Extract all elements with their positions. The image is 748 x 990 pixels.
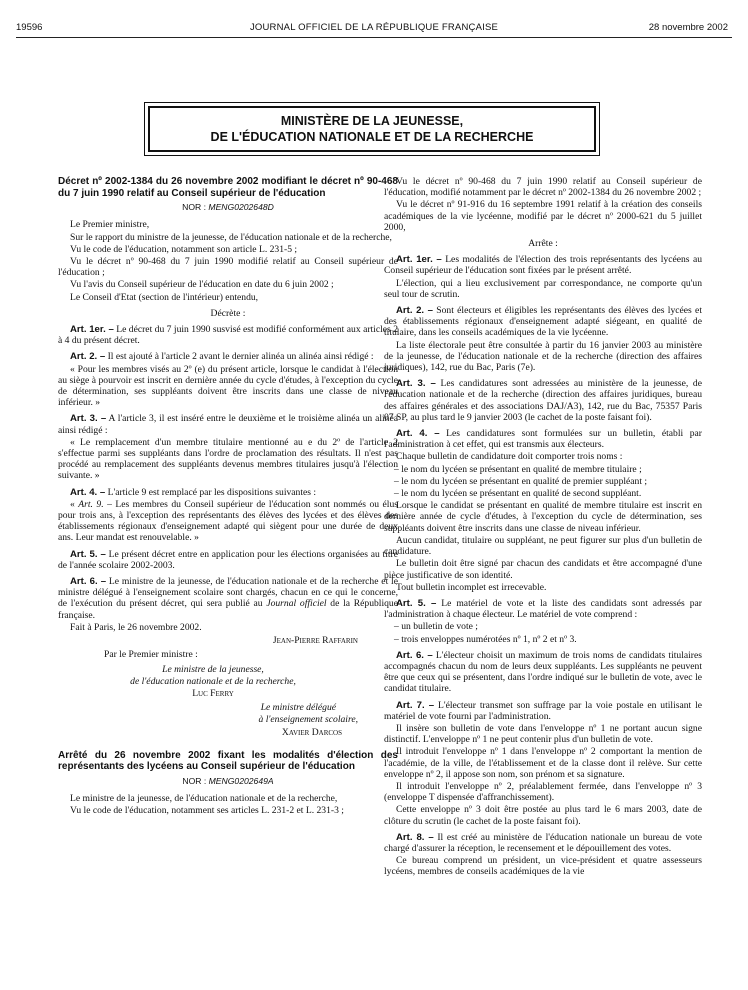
issue-date: 28 novembre 2002 (648, 22, 728, 33)
arrete-article-4-item-1: – le nom du lycéen se présentant en qualité de membre titulaire ; (394, 463, 642, 475)
decret-intro-3: Vu le décret nº 90-468 du 7 juin 1990 modifié relatif au Conseil supérieur de l'éducation ; (58, 256, 398, 279)
right-column (384, 176, 702, 879)
arrete-intro-2: Vu le code de l'éducation, notamment ses articles L. 231-2 et L. 231-3 ; (70, 805, 344, 817)
minister-1-line-1: Le ministre de la jeunesse, (162, 663, 264, 675)
arrete-vu-2: Vu le décret nº 91-916 du 16 septembre 1991 relatif à la création des conseils académiques de la vie lycéenne, modifié par le décret nº 2000-621 du 5 juillet 2000, (384, 199, 702, 233)
arrete-article-4-p6: Tout bulletin incomplet est irrecevable. (396, 581, 547, 593)
arrete-nor-code: MENG0202649A (208, 775, 274, 786)
decret-title: Décret nº 2002-1384 du 26 novembre 2002 modifiant le décret nº 90-468 du 7 juin 1990 relatif au Conseil supérieur de l'éducation (58, 176, 398, 199)
arrete-article-7-p5: Cette enveloppe nº 3 doit être postée au plus tard le 6 mars 2003, date de clôture du scrutin (le cachet de la poste faisant foi). (384, 804, 702, 827)
arrete-article-1-p2: L'élection, qui a lieu exclusivement par correspondance, ne comporte qu'un seul tour de scrutin. (384, 277, 702, 300)
decret-article-5: Art. 5. – Le présent décret entre en application pour les élections organisées au titre de l'année scolaire 2002-2003. (58, 548, 398, 571)
minister-2-line-1: Le ministre délégué (260, 702, 336, 714)
arrete-article-1: Art. 1er. – Les modalités de l'élection des trois représentants des lycéens au Conseil supérieur de l'éducation sont fixées par le présent arrêté. (384, 254, 702, 277)
arrete-article-4-p3: Lorsque le candidat se présentant en qualité de membre titulaire est inscrit en dernière année de cycle d'études, à l'exception du cycle de détermination, ses suppléants doivent être inscrits dans une classe de niveau inférieur. (384, 500, 702, 534)
decret-nor-code: MENG0202648D (208, 202, 274, 213)
arrete-article-4-item-2: – le nom du lycéen se présentant en qualité de premier suppléant ; (394, 475, 648, 487)
decret-article-3: Art. 3. – A l'article 3, il est inséré entre le deuxième et le troisième alinéa un alinéa ainsi rédigé : (58, 413, 398, 436)
arrete-nor: NOR : MENG0202649A (182, 775, 274, 786)
minister-1-line-2: de l'éducation nationale et de la recherche, (130, 675, 296, 687)
ministry-line-2: DE L'ÉDUCATION NATIONALE ET DE LA RECHERCHE (210, 130, 534, 144)
arrete-intro-1: Le ministre de la jeunesse, de l'éducation nationale et de la recherche, (70, 793, 338, 805)
arrete-vu-1: Vu le décret nº 90-468 du 7 juin 1990 relatif au Conseil supérieur de l'éducation, modifié notamment par le décret nº 2002-1384 du 26 novembre 2002 ; (384, 176, 702, 199)
arrete-article-7: Art. 7. – L'électeur transmet son suffrage par la voie postale en utilisant le matériel de vote fourni par l'administration. (384, 699, 702, 722)
arrete-article-2-p2: La liste électorale peut être consultée à partir du 16 janvier 2003 au ministère de la jeunesse, de l'éducation nationale et de la recherche (direction des affaires juridiques), 142, rue du Bac, Paris (7e). (384, 339, 702, 374)
arrete-article-7-p2: Il insère son bulletin de vote dans l'enveloppe nº 1 ne portant aucun signe distinctif. L'enveloppe nº 1 ne peut contenir plus d'un bulletin de vote. (384, 722, 702, 746)
arrete-article-3: Art. 3. – Les candidatures sont adressées au ministère de la jeunesse, de l'éducation nationale et de la recherche (direction des affaires juridiques, bureau des affaires générales et des associations DAJ/A3), 142, rue du Bac, 75357 Paris 07 SP, au plus tard le 9 janvier 2003 (le cachet de la poste faisant foi). (384, 378, 702, 423)
arrete-article-6: Art. 6. – L'électeur choisit un maximum de trois noms de candidats titulaires accompagnés chacun du nom de leurs deux suppléants. Les suppléants ne peuvent être que ceux qui se présentent, dans l'ordre indiqué sur le bulletin de vote, avec le candidat titulaire. (384, 649, 702, 695)
arrete-article-4: Art. 4. – Les candidatures sont formulées sur un bulletin, établi par l'administration à cet effet, qui est transmis aux électeurs. (384, 428, 702, 451)
decret-article-2: Art. 2. – Il est ajouté à l'article 2 avant le dernier alinéa un alinéa ainsi rédigé : (70, 351, 374, 363)
decret-article-4-quote: « Art. 9. – Les membres du Conseil supérieur de l'éducation sont nommés ou élus pour trois ans, à l'exception des représentants des élèves des lycées et des élèves des établissements régionaux d'enseignement adapté qui siègent pour une durée de deux ans. Leur mandat est renouvelable. » (58, 498, 398, 544)
journal-title: JOURNAL OFFICIEL DE LA RÉPUBLIQUE FRANÇAISE (249, 22, 499, 33)
page-header (0, 22, 748, 36)
decret-article-2-quote: « Pour les membres visés au 2º (e) du présent article, lorsque le candidat à l'élection au siège à pourvoir est inscrit en dernière année du cycle d'études, à l'exception du cycle de détermination, ses suppléants doivent être inscrits dans une classe de niveau inférieur. » (58, 363, 398, 409)
ministry-line-1: MINISTÈRE DE LA JEUNESSE, (280, 114, 464, 128)
fait-a-paris: Fait à Paris, le 26 novembre 2002. (70, 621, 202, 633)
signatory-pm: Jean-Pierre Raffarin (272, 635, 358, 647)
decret-article-3-quote: « Le remplacement d'un membre titulaire mentionné au e du 2º de l'article 2 s'effectue parmi ses suppléants dans l'ordre de proclamation des résultats. Il n'est pas procédé au remplacement des suppléants devenus membres titulaires jusqu'à l'élection suivante. » (58, 436, 398, 482)
minister-1-name: Luc Ferry (192, 687, 234, 699)
decret-intro-1: Sur le rapport du ministre de la jeunesse, de l'éducation nationale et de la recherche, (70, 231, 392, 243)
arrete-article-7-p3: Il introduit l'enveloppe nº 1 dans l'enveloppe nº 2 comportant la mention de l'académie, de la ville, de l'établissement et de la classe dont il relève. Sur cette enveloppe nº 2, il appose son nom, son prénom et sa signature. (384, 746, 702, 780)
minister-2-line-2: à l'enseignement scolaire, (258, 714, 358, 726)
decret-nor: NOR : MENG0202648D (182, 202, 274, 213)
decret-article-4: Art. 4. – L'article 9 est remplacé par les dispositions suivantes : (70, 486, 317, 498)
decret-intro-0: Le Premier ministre, (70, 219, 150, 231)
par-premier-ministre: Par le Premier ministre : (104, 649, 198, 661)
left-column (58, 176, 398, 818)
arrete-article-2: Art. 2. – Sont électeurs et éligibles les représentants des élèves des lycées et des établissements régionaux d'enseignement adapté siégeant, en qualité de titulaire, dans les conseils académiques de la vie lycéenne. (384, 305, 702, 339)
arrete-article-4-p5: Le bulletin doit être signé par chacun des candidats et être accompagné d'une pièce justificative de son identité. (384, 558, 702, 581)
arrete-article-5-item-1: – un bulletin de vote ; (394, 621, 478, 633)
arrete-article-7-p4: Il introduit l'enveloppe nº 2, préalablement fermée, dans l'enveloppe nº 3 (enveloppe T dispensée d'affranchissement). (384, 780, 702, 804)
decret-intro-5: Le Conseil d'Etat (section de l'intérieur) entendu, (70, 291, 259, 303)
ministry-banner (148, 106, 596, 152)
page-number: 19596 (16, 22, 43, 33)
decret-intro-2: Vu le code de l'éducation, notamment son article L. 231-5 ; (70, 243, 298, 255)
decret-article-1: Art. 1er. – Le décret du 7 juin 1990 susvisé est modifié conformément aux articles 2 à 4 du présent décret. (58, 324, 398, 347)
arrete-article-4-item-3: – le nom du lycéen se présentant en qualité de second suppléant. (394, 488, 642, 500)
decret-intro-4: Vu l'avis du Conseil supérieur de l'éducation en date du 6 juin 2002 ; (70, 279, 334, 291)
decret-article-6: Art. 6. – Le ministre de la jeunesse, de l'éducation nationale et de la recherche et le ministre délégué à l'enseignement scolaire sont chargés, chacun en ce qui le concerne, de l'exécution du présent décret, qui sera publié au Journal officiel de la République française. (58, 576, 398, 621)
arrete-title: Arrêté du 26 novembre 2002 fixant les modalités d'élection des représentants des lycéens au Conseil supérieur de l'éducation (58, 749, 398, 773)
arrete-article-8-p2: Ce bureau comprend un président, un vice-président et quatre assesseurs lycéens, membres de conseils académiques de la vie (384, 855, 702, 878)
arrete-article-5: Art. 5. – Le matériel de vote et la liste des candidats sont adressés par l'administration à chaque électeur. Le matériel de vote comprend : (384, 597, 702, 621)
arrete-heading: Arrête : (528, 238, 558, 250)
arrete-article-4-p4: Aucun candidat, titulaire ou suppléant, ne peut figurer sur plus d'un bulletin de candidature. (384, 534, 702, 558)
arrete-article-5-item-2: – trois enveloppes numérotées nº 1, nº 2 et nº 3. (394, 633, 577, 645)
arrete-article-4-p2: Chaque bulletin de candidature doit comporter trois noms : (396, 451, 623, 463)
minister-2-name: Xavier Darcos (281, 726, 342, 738)
decrete-heading: Décrète : (210, 307, 246, 319)
header-rule (16, 37, 732, 38)
arrete-article-8: Art. 8. – Il est créé au ministère de l'éducation nationale un bureau de vote chargé d'assurer la réception, le recensement et le dépouillement des votes. (384, 831, 702, 854)
